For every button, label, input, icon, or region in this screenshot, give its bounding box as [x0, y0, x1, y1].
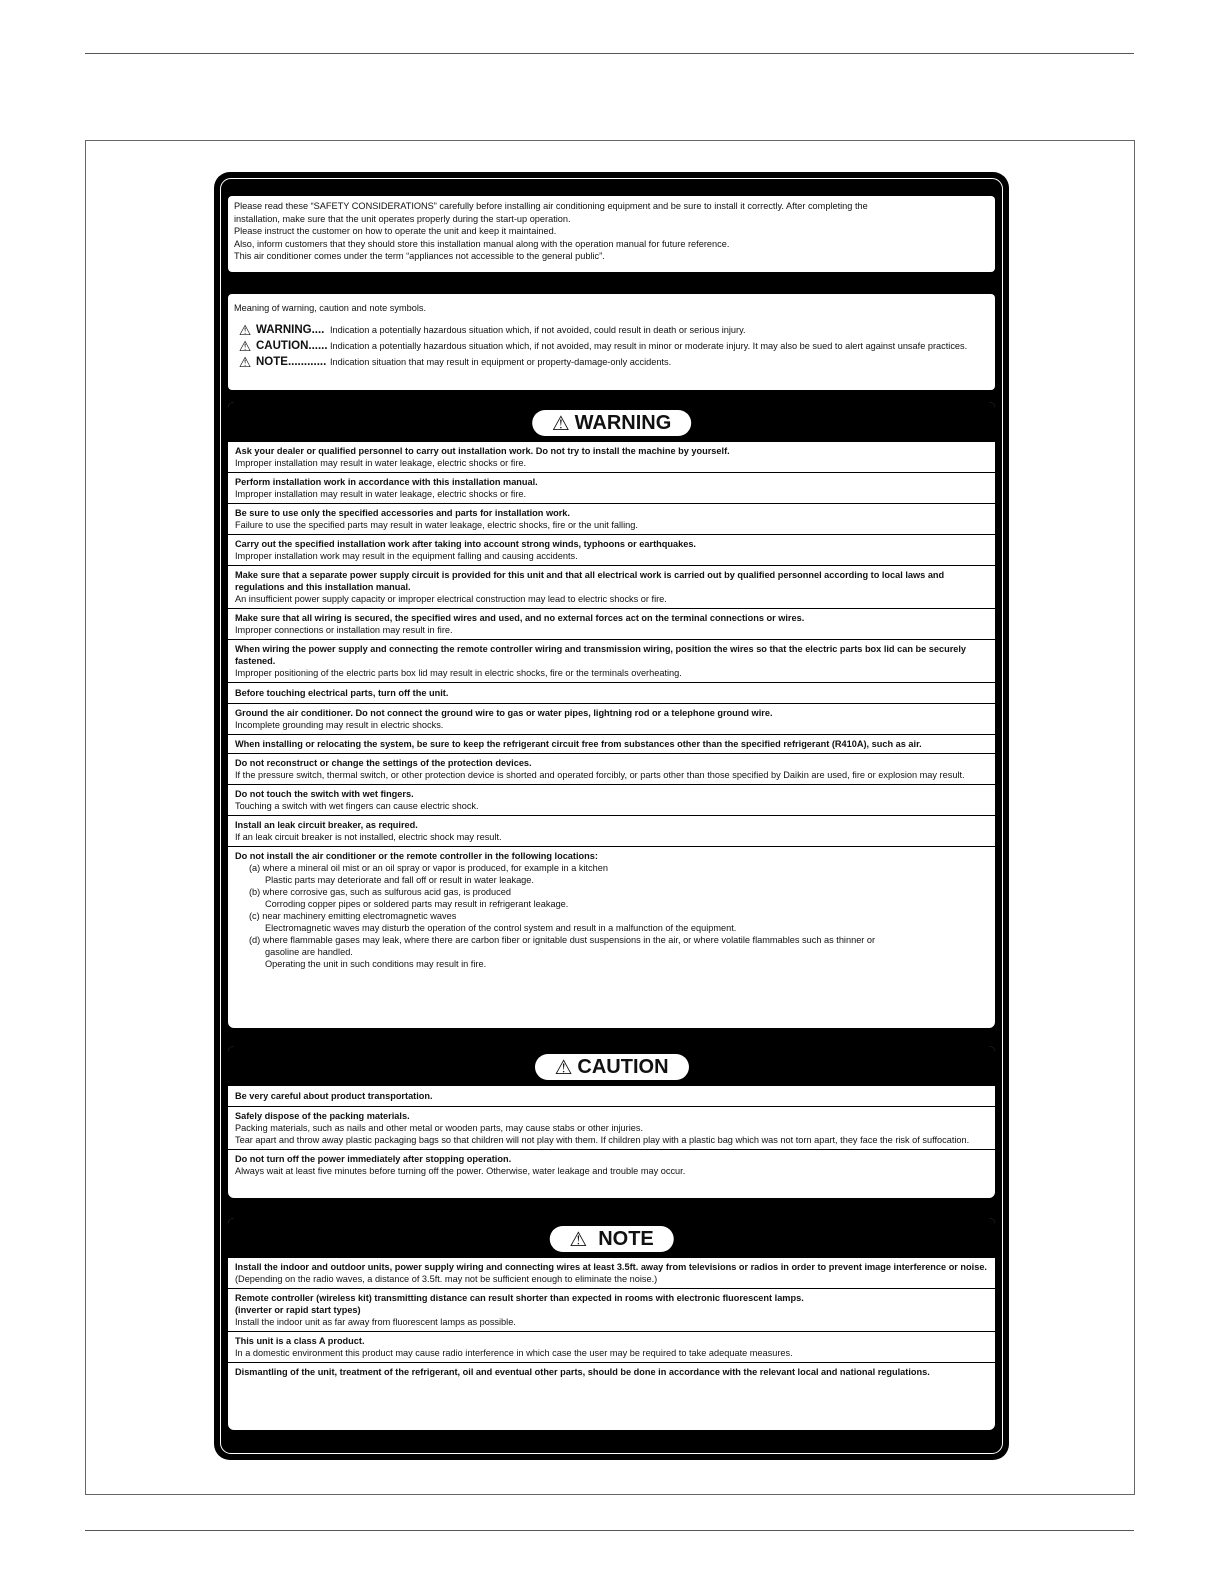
- caution-pill: [534, 1054, 688, 1080]
- symbol-desc: Indication a potentially hazardous situation which, if not avoided, may result in minor or moderate injury. It may also be sued to alert against unsafe practices.: [330, 340, 968, 351]
- item-heading: Perform installation work in accordance with this installation manual.: [235, 477, 538, 487]
- item-body: Tear apart and throw away plastic packaging bags so that children will not play with them. If children play with a plastic bag which was not torn apart, they face the risk of suffocation.: [235, 1135, 970, 1145]
- item-heading: Dismantling of the unit, treatment of the refrigerant, oil and eventual other parts, should be done in accordance with the relevant local and national regulations.: [235, 1367, 930, 1377]
- intro-line: This air conditioner comes under the term “appliances not accessible to the general public”.: [234, 251, 605, 262]
- item-heading: Do not reconstruct or change the settings of the protection devices.: [235, 758, 532, 768]
- warning-item: [228, 640, 995, 683]
- location-item: (c) near machinery emitting electromagnetic waves: [249, 911, 457, 921]
- warning-triangle-icon: ⚠: [238, 321, 252, 338]
- item-body: Improper positioning of the electric parts box lid may result in electric shocks, fire or the terminals overheating.: [235, 668, 682, 678]
- symbol-desc: Indication situation that may result in equipment or property-damage-only accidents.: [330, 356, 672, 367]
- note-item: [228, 1332, 995, 1363]
- warning-header: [228, 402, 995, 442]
- intro-line: Please instruct the customer on how to operate the unit and keep it maintained.: [234, 226, 557, 237]
- item-body: Install the indoor unit as far away from fluorescent lamps as possible.: [235, 1317, 516, 1327]
- warning-item: [228, 442, 995, 473]
- location-detail: Operating the unit in such conditions may result in fire.: [265, 959, 487, 969]
- intro-line: Please read these “SAFETY CONSIDERATIONS” carefully before installing air conditioning equipment and be sure to install it correctly. After completing the: [234, 201, 868, 211]
- symbol-meaning-box: [228, 294, 995, 390]
- warning-section: [228, 402, 995, 1028]
- warning-item: [228, 754, 995, 785]
- location-item: (d) where flammable gases may leak, where there are carbon fiber or ignitable dust suspensions in the air, or where volatile flammables such as thinner or: [249, 935, 876, 945]
- item-heading: Ground the air conditioner. Do not connect the ground wire to gas or water pipes, lightning rod or a telephone ground wire.: [235, 708, 773, 718]
- item-heading: Be sure to use only the specified accessories and parts for installation work.: [235, 508, 570, 518]
- item-heading: Do not turn off the power immediately after stopping operation.: [235, 1154, 512, 1164]
- note-item: [228, 1258, 995, 1289]
- item-body: Touching a switch with wet fingers can cause electric shock.: [235, 801, 479, 811]
- item-heading: Install an leak circuit breaker, as required.: [235, 820, 418, 830]
- location-item: (b) where corrosive gas, such as sulfurous acid gas, is produced: [249, 887, 511, 897]
- symbol-row-warning: [234, 323, 989, 337]
- warning-pill: [532, 410, 692, 436]
- symbol-term: CAUTION......: [256, 339, 328, 352]
- warning-item: [228, 504, 995, 535]
- item-body: Improper connections or installation may result in fire.: [235, 625, 453, 635]
- item-heading: When wiring the power supply and connecting the remote controller wiring and transmission wiring, position the wires so that the electric parts box lid can be securely fastened.: [235, 644, 967, 666]
- item-body: If the pressure switch, thermal switch, or other protection device is shorted and operated forcibly, or parts other than those specified by Daikin are used, fire or explosion may result.: [235, 770, 965, 780]
- item-heading: Be very careful about product transportation.: [235, 1091, 433, 1101]
- item-heading: Safely dispose of the packing materials.: [235, 1111, 410, 1121]
- warning-item: [228, 473, 995, 504]
- symbol-meaning-title: Meaning of warning, caution and note symbols.: [234, 303, 427, 313]
- item-body: Improper installation work may result in the equipment falling and causing accidents.: [235, 551, 578, 561]
- item-heading: Do not install the air conditioner or the remote controller in the following locations:: [235, 851, 598, 861]
- item-heading: Carry out the specified installation work after taking into account strong winds, typhoons or earthquakes.: [235, 539, 696, 549]
- item-heading-cont: (inverter or rapid start types): [235, 1305, 361, 1315]
- warning-triangle-icon: ⚠: [554, 1056, 573, 1079]
- note-item: [228, 1289, 995, 1332]
- warning-item: [228, 735, 995, 754]
- item-body: Failure to use the specified parts may result in water leakage, electric shocks, fire or the unit falling.: [235, 520, 638, 530]
- item-heading: Make sure that a separate power supply circuit is provided for this unit and that all electrical work is carried out by qualified personnel according to local laws and regulations and this installation manual.: [235, 570, 945, 592]
- location-detail: Corroding copper pipes or soldered parts may result in refrigerant leakage.: [265, 899, 569, 909]
- note-section: [228, 1218, 995, 1430]
- caution-item: [228, 1150, 995, 1180]
- caution-label: CAUTION: [577, 1055, 669, 1078]
- warning-item: [228, 535, 995, 566]
- item-body: Always wait at least five minutes before turning off the power. Otherwise, water leakage and trouble may occur.: [235, 1166, 686, 1176]
- symbol-term: WARNING....: [256, 323, 325, 336]
- item-body: An insufficient power supply capacity or improper electrical construction may lead to electric shocks or fire.: [235, 594, 667, 604]
- warning-triangle-icon: ⚠: [238, 353, 252, 370]
- symbol-desc: Indication a potentially hazardous situation which, if not avoided, could result in death or serious injury.: [330, 324, 746, 335]
- caution-section: [228, 1046, 995, 1198]
- warning-item: [228, 566, 995, 609]
- warning-item: [228, 816, 995, 847]
- intro-box: [228, 196, 995, 272]
- symbol-term: NOTE............: [256, 355, 327, 368]
- item-heading: When installing or relocating the system, be sure to keep the refrigerant circuit free from substances other than the specified refrigerant (R410A), such as air.: [235, 739, 922, 749]
- note-header: [228, 1218, 995, 1258]
- location-detail: Plastic parts may deteriorate and fall off or result in water leakage.: [265, 875, 534, 885]
- safety-considerations-panel: [216, 174, 1007, 1458]
- item-heading: Install the indoor and outdoor units, power supply wiring and connecting wires at least 3.5ft. away from televisions or radios in order to prevent image interference or noise.: [235, 1262, 987, 1272]
- note-label: NOTE: [598, 1227, 654, 1250]
- warning-triangle-icon: ⚠: [569, 1228, 588, 1251]
- intro-line: Also, inform customers that they should store this installation manual along with the operation manual for future reference.: [234, 238, 730, 249]
- location-item-cont: gasoline are handled.: [265, 947, 353, 957]
- footer-rule: [85, 1530, 1134, 1531]
- item-heading: Remote controller (wireless kit) transmitting distance can result shorter than expected in rooms with electronic fluorescent lamps.: [235, 1293, 804, 1303]
- item-body: Improper installation may result in water leakage, electric shocks or fire.: [235, 458, 527, 468]
- note-pill: [549, 1226, 674, 1252]
- note-item: [228, 1363, 995, 1381]
- symbol-row-caution: [234, 339, 989, 353]
- item-heading: Do not touch the switch with wet fingers.: [235, 789, 414, 799]
- warning-item: [228, 704, 995, 735]
- header-rule: [85, 53, 1134, 54]
- warning-item-locations: [228, 847, 995, 973]
- item-heading: Before touching electrical parts, turn off the unit.: [235, 688, 449, 698]
- warning-label: WARNING: [574, 411, 672, 434]
- item-heading: Ask your dealer or qualified personnel to carry out installation work. Do not try to install the machine by yourself.: [235, 446, 730, 456]
- item-body: Improper installation may result in water leakage, electric shocks or fire.: [235, 489, 527, 499]
- item-body: Incomplete grounding may result in electric shocks.: [235, 720, 444, 730]
- intro-line: installation, make sure that the unit operates properly during the start-up operation.: [234, 213, 571, 224]
- location-item: (a) where a mineral oil mist or an oil spray or vapor is produced, for example in a kitchen: [249, 863, 608, 873]
- item-heading: This unit is a class A product.: [235, 1336, 365, 1346]
- symbol-row-note: [234, 355, 989, 369]
- warning-item: [228, 609, 995, 640]
- warning-triangle-icon: ⚠: [551, 412, 570, 435]
- warning-triangle-icon: ⚠: [238, 337, 252, 354]
- item-body: Packing materials, such as nails and other metal or wooden parts, may cause stabs or other injuries.: [235, 1123, 644, 1133]
- warning-item: [228, 785, 995, 816]
- location-detail: Electromagnetic waves may disturb the operation of the control system and result in a malfunction of the equipment.: [265, 923, 737, 933]
- item-heading: Make sure that all wiring is secured, the specified wires and used, and no external forces act on the terminal connections or wires.: [235, 613, 805, 623]
- warning-item: [228, 683, 995, 704]
- caution-header: [228, 1046, 995, 1086]
- item-body: If an leak circuit breaker is not installed, electric shock may result.: [235, 832, 502, 842]
- caution-item: [228, 1107, 995, 1150]
- item-body: (Depending on the radio waves, a distance of 3.5ft. may not be sufficient enough to eliminate the noise.): [235, 1274, 658, 1284]
- item-body: In a domestic environment this product may cause radio interference in which case the user may be required to take adequate measures.: [235, 1348, 793, 1358]
- caution-item: [228, 1086, 995, 1107]
